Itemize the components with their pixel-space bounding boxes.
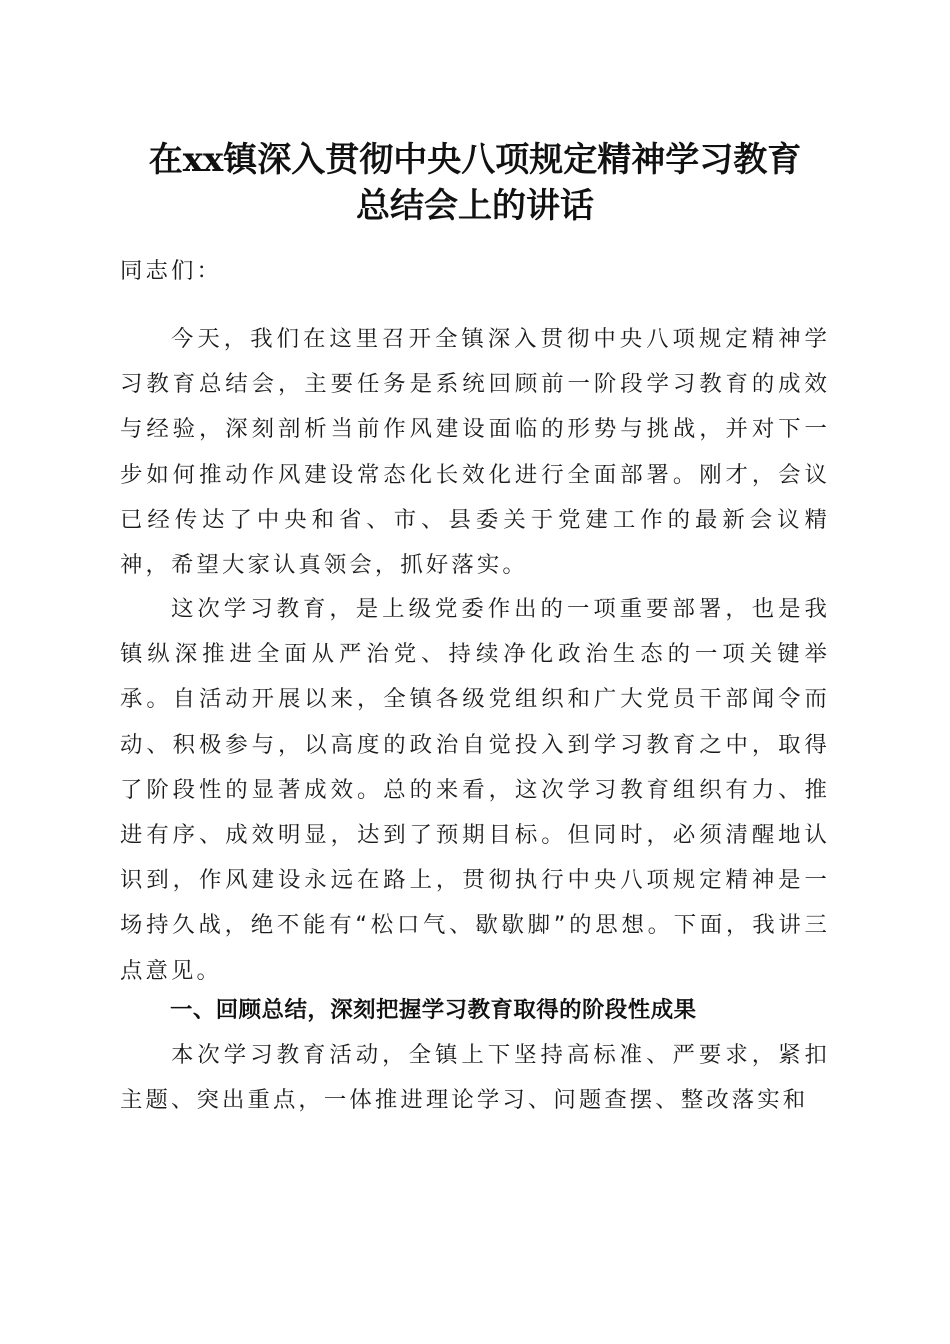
greeting: 同志们： xyxy=(120,258,222,284)
document-title-line-2: 总结会上的讲话 xyxy=(356,186,594,226)
paragraph-overview: 这次学习教育，是上级党委作出的一项重要部署，也是我镇纵深推进全面从严治党、持续净化政治生态的一项关键举承。自活动开展以来，全镇各级党组织和广大党员干部闻令而动、积极参与，以高度的政治自觉投入到学习教育之中，取得了阶段性的显著成效。总的来看，这次学习教育组织有力、推进有序、成效明显，达到了预期目标。但同时，必须清醒地认识到，作风建设永远在路上，贯彻执行中央八项规定精神是一场持久战，绝不能有“松口气、歇歇脚”的思想。下面，我讲三点意见。 xyxy=(120,596,830,984)
paragraph-opening: 今天，我们在这里召开全镇深入贯彻中央八项规定精神学习教育总结会，主要任务是系统回顾前一阶段学习教育的成效与经验，深刻剖析当前作风建设面临的形势与挑战，并对下一步如何推动作风建设常态化长效化进行全面部署。刚才，会议已经传达了中央和省、市、县委关于党建工作的最新会议精神，希望大家认真领会，抓好落实。 xyxy=(120,326,830,579)
paragraph-section-1: 本次学习教育活动，全镇上下坚持高标准、严要求，紧扣主题、突出重点，一体推进理论学习、问题查摆、整改落实和 xyxy=(120,1042,830,1114)
section-heading-1: 一、回顾总结，深刻把握学习教育取得的阶段性成果 xyxy=(170,997,697,1023)
document-title-line-1: 在xx镇深入贯彻中央八项规定精神学习教育 xyxy=(148,140,802,180)
